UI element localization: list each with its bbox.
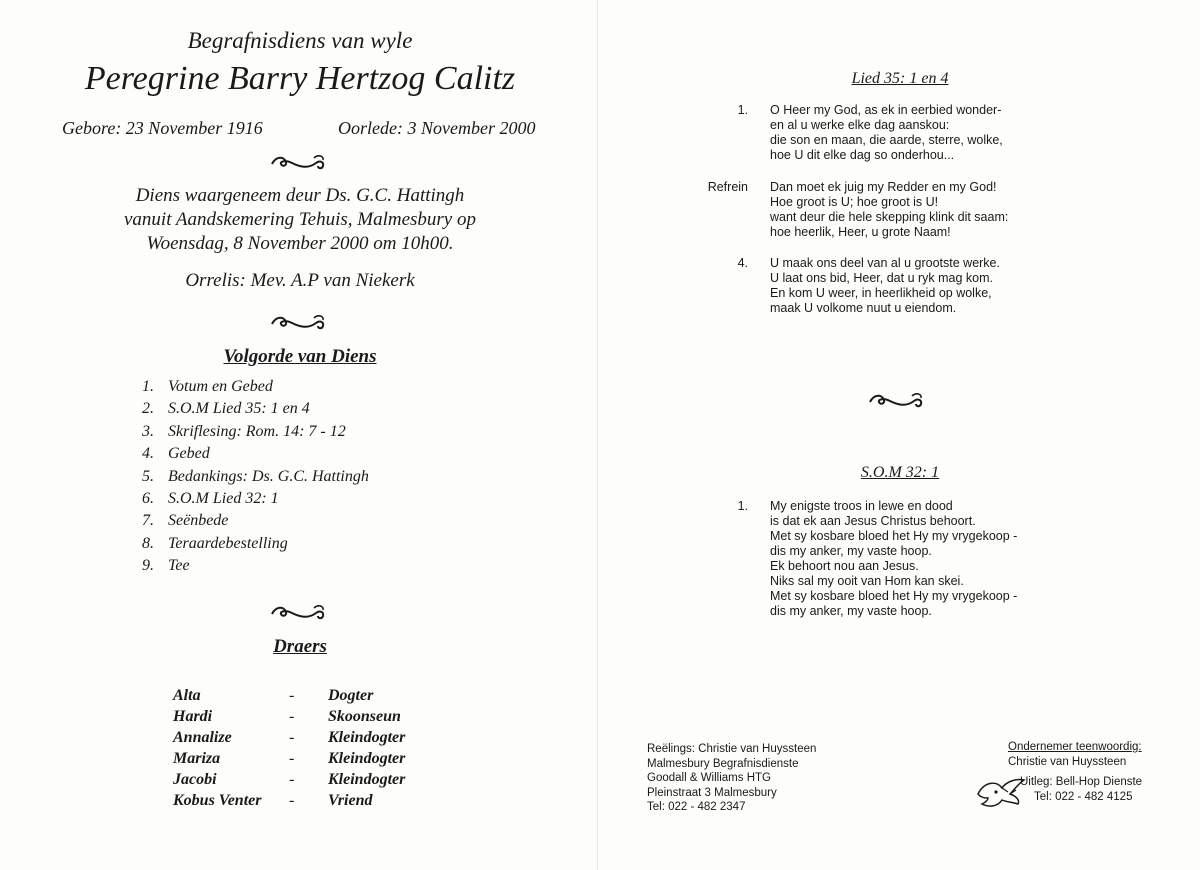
order-title: Volgorde van Diens xyxy=(223,346,377,367)
verse-label: 4. xyxy=(737,256,748,270)
verse-line: Met sy kosbare bloed het Hy my vrygekoop - xyxy=(770,529,1018,543)
bearer-relation: Kleindogter xyxy=(328,729,406,746)
list-num: 4. xyxy=(142,445,154,462)
verse-line: U maak ons deel van al u grootste werke. xyxy=(770,256,1000,270)
list-item xyxy=(142,512,228,530)
list-num: 3. xyxy=(142,423,154,440)
list-item xyxy=(142,423,346,441)
bearer-relation: Vriend xyxy=(328,792,373,809)
list-text: Teraardebestelling xyxy=(168,535,288,552)
list-text: Seënbede xyxy=(168,512,229,529)
bearer-dash: - xyxy=(289,792,295,809)
verse-line: en al u werke elke dag aanskou: xyxy=(770,118,950,132)
list-text: Skriflesing: Rom. 14: 7 - 12 xyxy=(168,423,346,440)
undertaker-title: Ondernemer teenwoordig: xyxy=(1008,741,1142,753)
printer: Uitleg: Bell-Hop Dienste xyxy=(1020,776,1143,788)
bearer-relation: Kleindogter xyxy=(328,750,406,767)
scroll-ornament-icon xyxy=(866,390,926,412)
list-text: S.O.M Lied 35: 1 en 4 xyxy=(168,400,310,417)
list-item xyxy=(142,445,210,463)
bearer-dash: - xyxy=(289,687,295,704)
organist: Orrelis: Mev. A.P van Niekerk xyxy=(185,270,415,291)
bearer-dash: - xyxy=(289,771,295,788)
bearer-name: Annalize xyxy=(173,729,232,746)
list-num: 2. xyxy=(142,400,154,417)
verse-line: Niks sal my ooit van Hom kan skei. xyxy=(770,574,964,588)
list-num: 7. xyxy=(142,512,154,529)
verse-line: maak U volkome nuut u eiendom. xyxy=(770,301,957,315)
service-line: Woensdag, 8 November 2000 om 10h00. xyxy=(146,233,454,254)
list-text: Gebed xyxy=(168,445,210,462)
bearer-name: Alta xyxy=(173,687,201,704)
verse-line: En kom U weer, in heerlikheid op wolke, xyxy=(770,286,992,300)
scroll-ornament-icon xyxy=(268,312,328,334)
undertaker-name: Christie van Huyssteen xyxy=(1008,756,1127,768)
verse-line: dis my anker, my vaste hoop. xyxy=(770,544,932,558)
list-item xyxy=(142,378,273,396)
arrangements-line: Malmesbury Begrafnisdienste xyxy=(647,757,799,770)
birth-date: Gebore: 23 November 1916 xyxy=(62,118,263,138)
arrangements-line: Goodall & Williams HTG xyxy=(647,772,771,784)
bearer-name: Jacobi xyxy=(173,771,217,788)
bearer-relation: Skoonseun xyxy=(328,708,401,725)
verse-line: Met sy kosbare bloed het Hy my vrygekoop - xyxy=(770,589,1018,603)
bearer-relation: Dogter xyxy=(328,687,374,704)
verse-line: want deur die hele skepping klink dit saam: xyxy=(770,210,1009,224)
printer-tel: Tel: 022 - 482 4125 xyxy=(1034,791,1133,803)
verse-line: Hoe groot is U; hoe groot is U! xyxy=(770,195,939,209)
page-fold xyxy=(597,0,598,870)
bearer-dash: - xyxy=(289,750,295,767)
verse-line: Dan moet ek juig my Redder en my God! xyxy=(770,180,997,194)
verse-line: dis my anker, my vaste hoop. xyxy=(770,604,932,618)
verse-label: 1. xyxy=(737,499,748,513)
refrain-label: Refrein xyxy=(707,180,748,194)
hymn-2-title: S.O.M 32: 1 xyxy=(860,464,940,481)
list-text: Votum en Gebed xyxy=(168,378,273,395)
list-num: 9. xyxy=(142,557,154,574)
verse-text xyxy=(770,103,1003,163)
verse-line: die son en maan, die aarde, sterre, wolke, xyxy=(770,133,1003,147)
scroll-ornament-icon xyxy=(268,602,328,624)
verse-text xyxy=(770,499,1017,619)
list-item xyxy=(142,400,310,418)
list-item xyxy=(142,557,190,575)
list-item xyxy=(142,535,288,553)
verse-label: 1. xyxy=(737,103,748,117)
bearer-name: Kobus Venter xyxy=(173,792,262,809)
verse-line: hoe heerlik, Heer, u grote Naam! xyxy=(770,225,951,239)
verse-line: My enigste troos in lewe en dood xyxy=(770,499,953,513)
list-text: Tee xyxy=(168,557,190,574)
bearer-dash: - xyxy=(289,729,295,746)
heading: Begrafnisdiens van wyle xyxy=(187,28,413,53)
bearer-dash: - xyxy=(289,708,295,725)
verse-text xyxy=(770,256,1000,316)
verse-line: O Heer my God, as ek in eerbied wonder- xyxy=(770,103,1002,117)
service-line: vanuit Aandskemering Tehuis, Malmesbury op xyxy=(123,209,476,230)
arrangements xyxy=(647,742,816,815)
bearers-title: Draers xyxy=(273,636,327,657)
list-item xyxy=(142,490,279,508)
deceased-name: Peregrine Barry Hertzog Calitz xyxy=(84,60,516,97)
bearer-name: Hardi xyxy=(173,708,213,725)
verse-line: is dat ek aan Jesus Christus behoort. xyxy=(770,514,976,528)
list-num: 8. xyxy=(142,535,154,552)
refrain-text xyxy=(770,180,1008,240)
list-num: 5. xyxy=(142,468,154,485)
list-text: S.O.M Lied 32: 1 xyxy=(168,490,279,507)
death-date: Oorlede: 3 November 2000 xyxy=(338,118,536,138)
arrangements-line: Reëlings: Christie van Huyssteen xyxy=(647,743,817,755)
list-text: Bedankings: Ds. G.C. Hattingh xyxy=(168,468,369,485)
verse-line: Ek behoort nou aan Jesus. xyxy=(770,559,919,573)
bearer-name: Mariza xyxy=(173,750,221,767)
bearer-relation: Kleindogter xyxy=(328,771,406,788)
scroll-ornament-icon xyxy=(268,152,328,174)
list-num: 6. xyxy=(142,490,154,507)
list-item xyxy=(142,468,369,486)
list-num: 1. xyxy=(142,378,154,395)
service-details xyxy=(60,184,540,256)
hymn-1-title: Lied 35: 1 en 4 xyxy=(851,70,949,87)
arrangements-line: Pleinstraat 3 Malmesbury xyxy=(647,786,777,799)
verse-line: hoe U dit elke dag so onderhou... xyxy=(770,148,955,162)
verse-line: U laat ons bid, Heer, dat u ryk mag kom. xyxy=(770,271,994,285)
service-line: Diens waargeneem deur Ds. G.C. Hattingh xyxy=(135,185,465,206)
arrangements-line: Tel: 022 - 482 2347 xyxy=(647,801,746,813)
